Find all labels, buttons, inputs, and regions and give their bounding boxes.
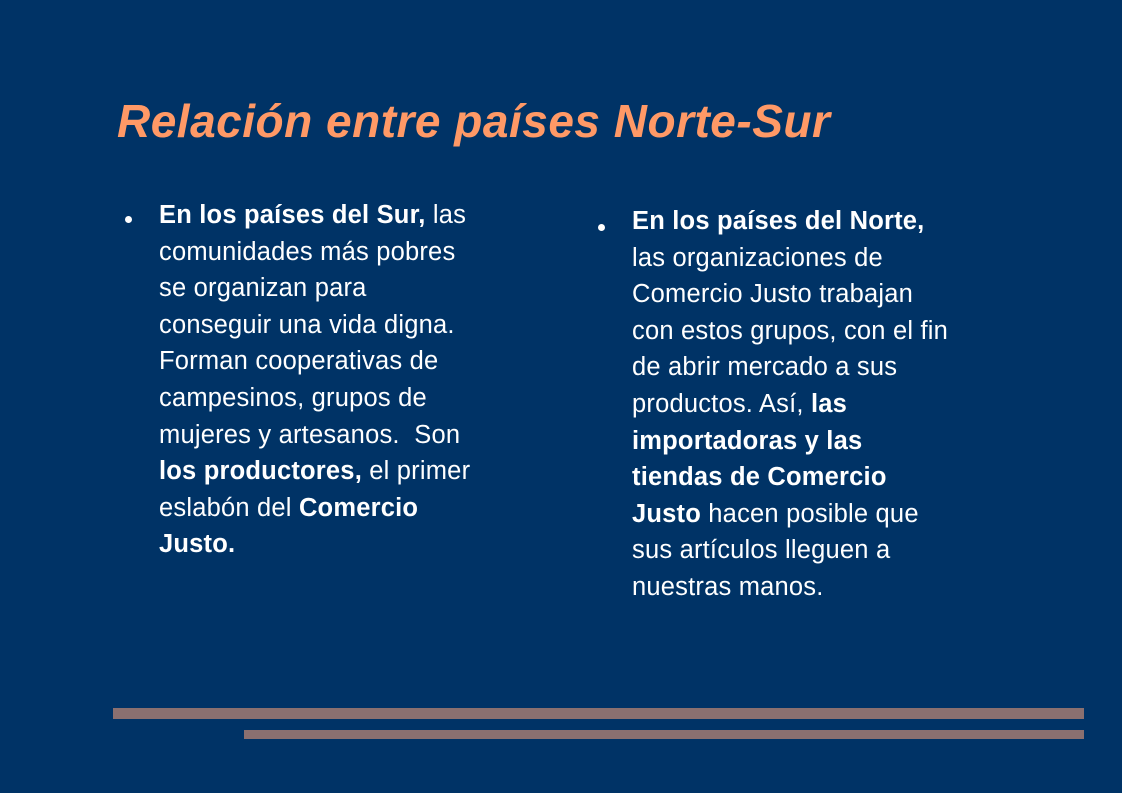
text-run: conseguir una vida digna. xyxy=(159,310,455,339)
text-line xyxy=(159,197,559,234)
text-run: se organizan para xyxy=(159,274,367,303)
text-line xyxy=(632,386,1052,423)
text-line xyxy=(632,203,1052,240)
text-line xyxy=(159,234,559,271)
bold-text-run: En los países del Norte, xyxy=(632,207,925,235)
text-run: sus artículos lleguen a xyxy=(632,536,891,565)
text-line xyxy=(159,380,559,417)
bold-text-run: Comercio xyxy=(298,493,419,522)
bold-text-run: Justo. xyxy=(159,530,236,559)
text-run: productos. Así, xyxy=(632,389,811,418)
text-line xyxy=(632,459,1052,496)
slide-title: Relación entre países Norte-Sur xyxy=(117,95,831,147)
text-line xyxy=(159,490,559,527)
text-run: mujeres y artesanos. Son xyxy=(159,420,461,449)
text-run: comunidades más pobres xyxy=(159,237,456,266)
text-line xyxy=(159,453,559,490)
text-line xyxy=(632,496,1052,533)
text-run: de abrir mercado a sus xyxy=(632,353,898,382)
text-line xyxy=(632,240,1052,277)
text-line xyxy=(159,417,559,454)
bullet-text-north xyxy=(632,203,1052,606)
decorative-bar-top xyxy=(113,708,1084,719)
text-line xyxy=(632,276,1052,313)
bold-text-run: importadoras y las xyxy=(632,426,863,455)
text-line xyxy=(632,423,1052,460)
text-line xyxy=(159,307,559,344)
text-run: Comercio Justo trabajan xyxy=(632,280,913,309)
bold-text-run: las xyxy=(810,389,848,418)
text-run: nuestras manos. xyxy=(632,572,824,601)
text-run: las xyxy=(425,201,467,229)
bold-text-run: En los países del Sur, xyxy=(159,201,426,229)
bold-text-run: Justo xyxy=(632,499,702,528)
decorative-bar-bottom xyxy=(244,730,1084,739)
text-line xyxy=(632,313,1052,350)
bullet-dot-icon xyxy=(125,216,132,223)
bold-text-run: tiendas de Comercio xyxy=(632,463,887,492)
text-line xyxy=(632,532,1052,569)
text-run: eslabón del xyxy=(159,493,299,522)
bold-text-run: los productores, xyxy=(159,457,362,486)
bullet-dot-icon xyxy=(598,224,605,231)
text-line xyxy=(632,569,1052,606)
text-line xyxy=(632,349,1052,386)
text-run: el primer xyxy=(361,457,471,486)
bullet-text-south xyxy=(159,197,559,563)
text-run: hacen posible que xyxy=(701,499,919,528)
text-run: las organizaciones de xyxy=(632,243,883,272)
text-line xyxy=(159,343,559,380)
text-run: campesinos, grupos de xyxy=(159,383,427,412)
text-line xyxy=(159,526,559,563)
text-line xyxy=(159,270,559,307)
text-run: Forman cooperativas de xyxy=(159,347,439,376)
text-run: con estos grupos, con el fin xyxy=(632,316,949,345)
